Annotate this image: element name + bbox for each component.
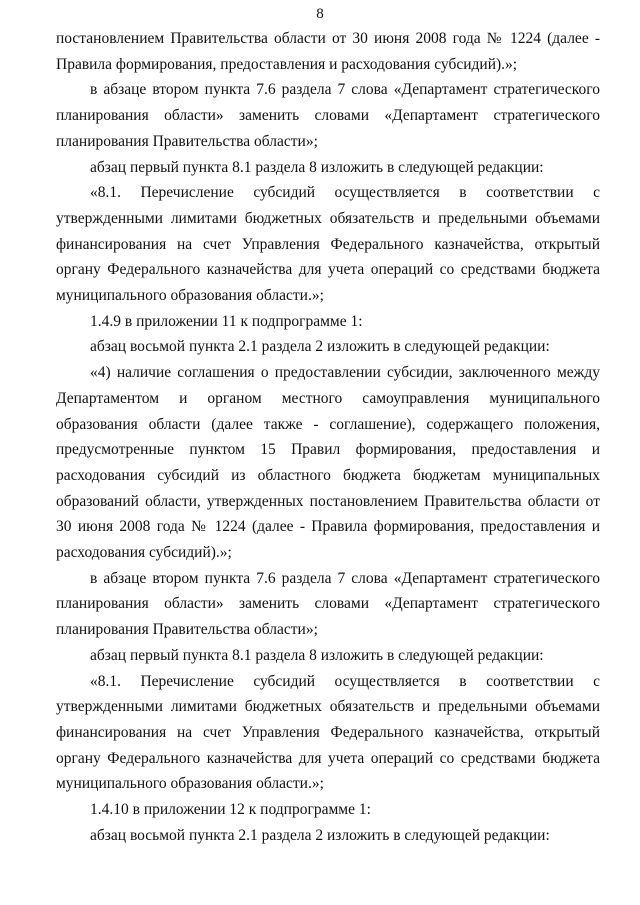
paragraph: «8.1. Перечисление субсидий осуществляется в соответствии с утвержденными лимитами бюджетных обязательств и предельными объемами финансирования на счет Управления Федерального казначейства, открытый органу Федерального казначейства для учета операций со средствами бюджета муниципального образования области.»; [56,184,600,305]
page-number: 8 [316,6,324,22]
paragraph: «8.1. Перечисление субсидий осуществляется в соответствии с утвержденными лимитами бюджетных обязательств и предельными объемами финансирования на счет Управления Федерального казначейства, открытый органу Федерального казначейства для учета операций со средствами бюджета муниципального образования области.»; [56,672,600,793]
paragraph: в абзаце втором пункта 7.6 раздела 7 слова «Департамент стратегического планирования области» заменить словами «Департамент стратегического планирования Правительства области»; [56,81,600,150]
paragraph: в абзаце втором пункта 7.6 раздела 7 слова «Департамент стратегического планирования области» заменить словами «Департамент стратегического планирования Правительства области»; [56,569,600,639]
paragraph: абзац восьмой пункта 2.1 раздела 2 изложить в следующей редакции: [90,826,550,844]
paragraph: абзац первый пункта 8.1 раздела 8 изложить в следующей редакции: [90,158,544,176]
document-body [56,26,600,849]
paragraph: абзац первый пункта 8.1 раздела 8 изложить в следующей редакции: [90,646,544,664]
paragraph: абзац восьмой пункта 2.1 раздела 2 изложить в следующей редакции: [90,338,550,356]
paragraph: «4) наличие соглашения о предоставлении субсидии, заключенного между Департаментом и органом местного самоуправления муниципального образования области (далее также - соглашение), содержащего положения, предусмотренные пунктом 15 Правил формирования, предоставления и расходования субсидий из областного бюджета бюджетам муниципальных образований области, утвержденных постановлением Правительства области от 30 июня 2008 года № 1224 (далее - Правила формирования, предоставления и расходования субсидий).»; [56,364,600,562]
paragraph: 1.4.10 в приложении 12 к подпрограмме 1: [90,801,371,819]
paragraph: постановлением Правительства области от 30 июня 2008 года № 1224 (далее - Правила формирования, предоставления и расходования субсидий).»; [56,30,600,73]
paragraph: 1.4.9 в приложении 11 к подпрограмме 1: [90,312,363,330]
